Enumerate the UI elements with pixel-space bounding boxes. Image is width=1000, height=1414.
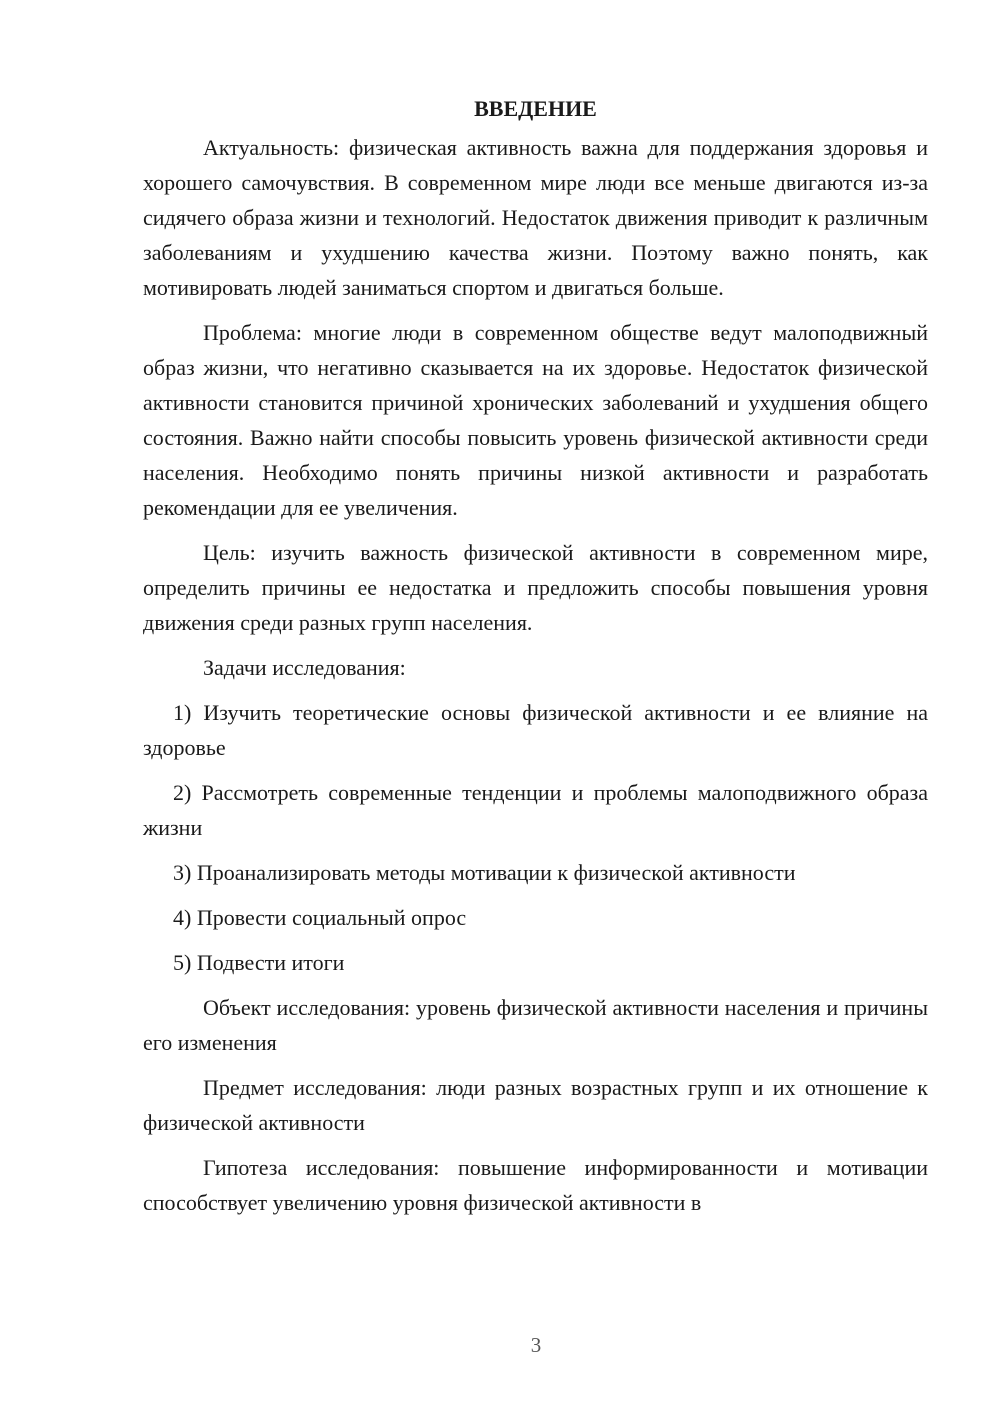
task-item-2: 2) Рассмотреть современные тенденции и проблемы малоподвижного образа жизни xyxy=(143,780,928,840)
tasks-heading: Задачи исследования: xyxy=(203,655,406,680)
object-paragraph: Объект исследования: уровень физической активности населения и причины его изменения xyxy=(143,995,928,1055)
page-content xyxy=(143,91,928,1230)
subject-paragraph: Предмет исследования: люди разных возрастных групп и их отношение к физической активности xyxy=(143,1075,928,1135)
goal-paragraph: Цель: изучить важность физической активности в современном мире, определить причины ее недостатка и предложить способы повышения уровня движения среди разных групп населения. xyxy=(143,540,928,635)
problem-paragraph: Проблема: многие люди в современном обществе ведут малоподвижный образ жизни, что негативно сказывается на их здоровье. Недостаток физической активности становится причиной хронических заболеваний и ухудшения общего состояния. Важно найти способы повысить уровень физической активности среди населения. Необходимо понять причины низкой активности и разработать рекомендации для ее увеличения. xyxy=(143,320,928,520)
task-item-1: 1) Изучить теоретические основы физической активности и ее влияние на здоровье xyxy=(143,700,928,760)
page-number: 3 xyxy=(530,1333,542,1357)
relevance-paragraph: Актуальность: физическая активность важна для поддержания здоровья и хорошего самочувствия. В современном мире люди все меньше двигаются из-за сидячего образа жизни и технологий. Недостаток движения приводит к различным заболеваниям и ухудшению качества жизни. Поэтому важно понять, как мотивировать людей заниматься спортом и двигаться больше. xyxy=(143,135,928,300)
task-item-4: 4) Провести социальный опрос xyxy=(173,905,467,930)
hypothesis-paragraph: Гипотеза исследования: повышение информированности и мотивации способствует увеличению уровня физической активности в xyxy=(143,1155,928,1215)
task-item-5: 5) Подвести итоги xyxy=(173,950,345,975)
section-heading: ВВЕДЕНИЕ xyxy=(474,96,597,121)
task-item-3: 3) Проанализировать методы мотивации к физической активности xyxy=(173,860,796,885)
